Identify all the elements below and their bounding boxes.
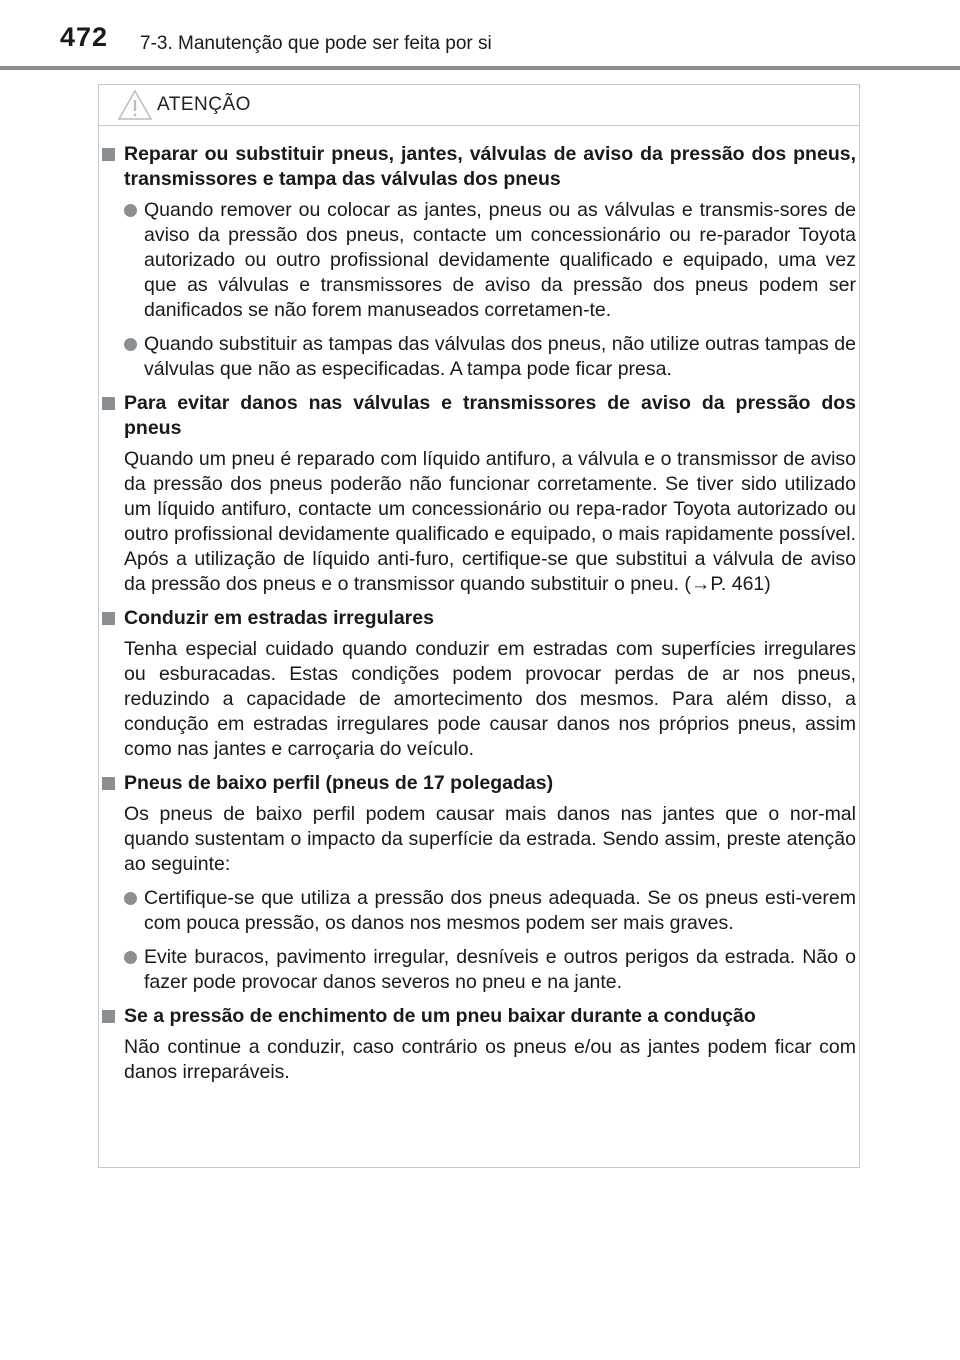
heading-text: Se a pressão de enchimento de um pneu baixar durante a condução: [124, 1005, 756, 1027]
bullet-text: Quando remover ou colocar as jantes, pneus ou as válvulas e transmis-sores de aviso da pressão dos pneus, contacte um concessionário ou re-parador Toyota autorizado ou outro profissional devidamente qualificado e equipado, uma vez que as válvulas e transmissores de aviso da pressão dos pneus podem ser danificados se não forem manuseados corretamen-te.: [144, 199, 856, 321]
section-heading: [100, 1004, 856, 1029]
paragraph: Não continue a conduzir, caso contrário os pneus e/ou as jantes podem ficar com danos irreparáveis.: [124, 1036, 856, 1083]
heading-text: Pneus de baixo perfil (pneus de 17 polegadas): [124, 772, 554, 794]
square-bullet-icon: [102, 397, 115, 410]
warning-header: [99, 85, 859, 126]
warning-content: [100, 142, 856, 1094]
header-divider: [0, 66, 960, 70]
bullet-item: [100, 886, 856, 936]
heading-text: Reparar ou substituir pneus, jantes, válvulas de aviso da pressão dos pneus, transmissores e tampa das válvulas dos pneus: [124, 143, 856, 190]
paragraph: Quando um pneu é reparado com líquido antifuro, a válvula e o transmissor de aviso da pressão dos pneus poderão não funcionar corretamente. Se tiver sido utilizado um líquido antifuro, contacte um concessionário ou repa-rador Toyota autorizado ou outro profissional devidamente qualificado e equipado, o mais rapidamente possível. Após a utilização de líquido anti-furo, certifique-se que substitui a válvula de aviso da pressão dos pneus e o transmissor quando substituir o pneu. (→P. 461): [124, 448, 856, 595]
paragraph: Os pneus de baixo perfil podem causar mais danos nas jantes que o nor-mal quando sustentam o impacto da superfície da estrada. Sendo assim, preste atenção ao seguinte:: [124, 803, 856, 875]
bullet-item: [100, 945, 856, 995]
section-heading: [100, 606, 856, 631]
warning-triangle-icon: [117, 89, 153, 121]
round-bullet-icon: [124, 204, 137, 217]
heading-text: Conduzir em estradas irregulares: [124, 607, 434, 629]
page-number: 472: [60, 22, 109, 52]
paragraph: Tenha especial cuidado quando conduzir em estradas com superfícies irregulares ou esburacadas. Estas condições podem provocar perdas de ar nos pneus, reduzindo a capacidade de amortecimento dos mesmos. Para além disso, a condução em estradas irregulares pode causar danos nos próprios pneus, assim como nas jantes e carroçaria do veículo.: [124, 638, 856, 760]
section-heading: [100, 391, 856, 441]
square-bullet-icon: [102, 148, 115, 161]
bullet-item: [100, 332, 856, 382]
round-bullet-icon: [124, 338, 137, 351]
warning-title: ATENÇÃO: [157, 94, 251, 115]
bullet-text: Certifique-se que utiliza a pressão dos pneus adequada. Se os pneus esti-verem com pouca pressão, os danos nos mesmos podem ser mais graves.: [144, 887, 856, 934]
square-bullet-icon: [102, 612, 115, 625]
bullet-text: Quando substituir as tampas das válvulas dos pneus, não utilize outras tampas de válvulas que não as especificadas. A tampa pode ficar presa.: [144, 333, 856, 380]
bullet-item: [100, 198, 856, 323]
round-bullet-icon: [124, 951, 137, 964]
section-title: 7-3. Manutenção que pode ser feita por si: [140, 33, 492, 54]
bullet-text: Evite buracos, pavimento irregular, desníveis e outros perigos da estrada. Não o fazer pode provocar danos severos no pneu e na jante.: [144, 946, 856, 993]
section-heading: [100, 771, 856, 796]
section-heading: [100, 142, 856, 192]
square-bullet-icon: [102, 1010, 115, 1023]
heading-text: Para evitar danos nas válvulas e transmissores de aviso da pressão dos pneus: [124, 392, 856, 439]
square-bullet-icon: [102, 777, 115, 790]
round-bullet-icon: [124, 892, 137, 905]
